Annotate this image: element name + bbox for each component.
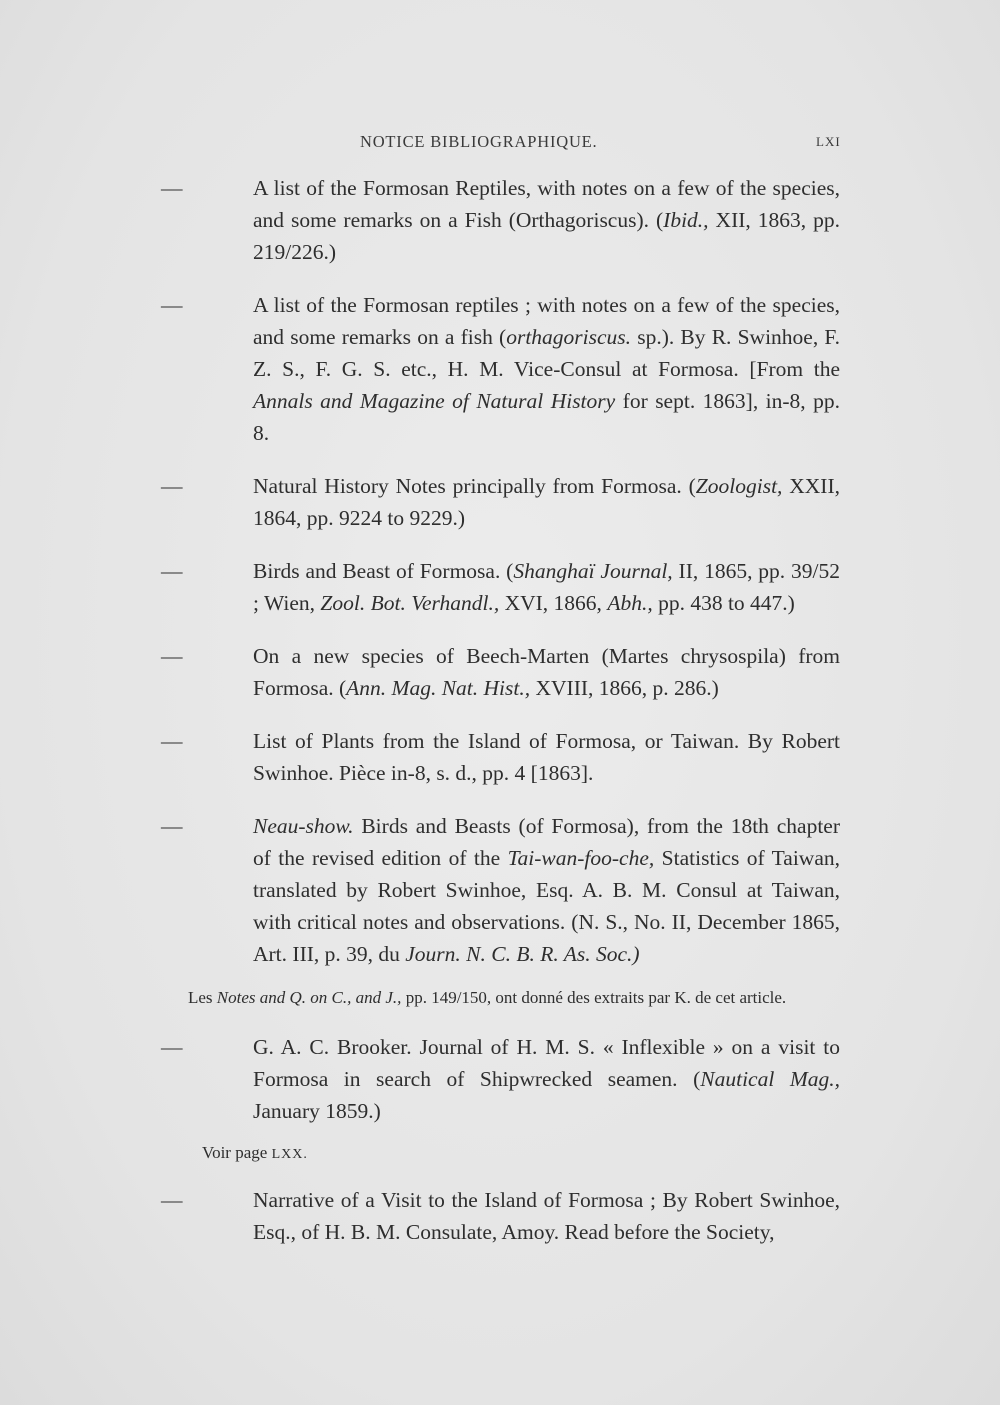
- running-title: NOTICE BIBLIOGRAPHIQUE.: [360, 132, 598, 151]
- text-run: for sept. 1863], in-8, pp. 8.: [253, 389, 840, 445]
- entry-dash: —: [161, 729, 183, 753]
- text-run: A list of the Formosan reptiles ; with notes on a few of the species, and some remarks on a fish (: [253, 293, 840, 349]
- bibliography-entry: [150, 810, 840, 970]
- bibliography-entry: [150, 289, 840, 449]
- text-run: Birds and Beast of Formosa. (: [253, 559, 514, 583]
- italic-text: orthagoriscus.: [506, 325, 632, 349]
- italic-text: Neau-show.: [253, 814, 354, 838]
- text-run: Narrative of a Visit to the Island of Formosa ; By Robert Swinhoe, Esq., of H. B. M. Consulate, Amoy. Read before the Society,: [253, 1188, 840, 1244]
- bibliography-entry: [150, 1184, 840, 1248]
- bibliography-entry: [150, 470, 840, 534]
- italic-text: Abh.,: [607, 591, 653, 615]
- note-paragraph: [150, 985, 840, 1011]
- text-run: G. A. C. Brooker. Journal of H. M. S. « Inflexible » on a visit to Formosa in search of Shipwrecked seamen. (: [253, 1035, 840, 1091]
- entry-dash: —: [161, 644, 183, 668]
- bibliography-entry: [150, 725, 840, 789]
- text-run: January 1859.): [253, 1099, 381, 1123]
- italic-text: Notes and Q. on C., and J.,: [216, 988, 402, 1007]
- entry-text: [253, 1184, 840, 1248]
- entry-text: [253, 172, 840, 268]
- text-run: List of Plants from the Island of Formosa, or Taiwan. By Robert Swinhoe. Pièce in-8, s. d., pp. 4 [1863].: [253, 729, 840, 785]
- italic-text: Ibid.,: [663, 208, 709, 232]
- see-also-page: LXX.: [271, 1147, 308, 1162]
- text-run: Statistics of Taiwan, translated by Robert Swinhoe, Esq. A. B. M. Consul at Taiwan, with critical notes and observations. (N. S., No. II, December 1865, Art. III, p. 39, du: [253, 846, 840, 966]
- entry-text: [253, 725, 840, 789]
- bibliography-entry: [150, 640, 840, 704]
- italic-text: Shanghaï Journal,: [513, 559, 673, 583]
- text-run: XII, 1863, pp. 219/226.): [253, 208, 840, 264]
- entries-group-c: [150, 1184, 840, 1248]
- italic-text: Zool. Bot. Verhandl.,: [320, 591, 500, 615]
- text-run: Natural History Notes principally from Formosa. (: [253, 474, 696, 498]
- running-head: [0, 128, 1000, 158]
- entry-text: [253, 470, 840, 534]
- entry-text: [253, 810, 840, 970]
- italic-text: Ann. Mag. Nat. Hist.,: [346, 676, 531, 700]
- entry-text: [253, 640, 840, 704]
- italic-text: Annals and Magazine of Natural History: [253, 389, 616, 413]
- text-run: XXII, 1864, pp. 9224 to 9229.): [253, 474, 840, 530]
- text-run: sp.). By R. Swinhoe, F. Z. S., F. G. S. etc., H. M. Vice-Consul at Formosa. [From the: [253, 325, 841, 381]
- text-run: XVI, 1866,: [499, 591, 608, 615]
- italic-text: Nautical Mag.,: [700, 1067, 840, 1091]
- text-run: pp. 438 to 447.): [652, 591, 795, 615]
- text-run: XVIII, 1866, p. 286.): [530, 676, 719, 700]
- bibliography-entry: [150, 172, 840, 268]
- entry-text: [253, 1031, 840, 1127]
- italic-text: Zoologist,: [695, 474, 783, 498]
- entry-text: [253, 289, 840, 449]
- text-run: Birds and Beasts (of Formosa), from the 18th chapter of the revised edition of the: [253, 814, 840, 870]
- see-also-note: [202, 1140, 840, 1168]
- italic-text: Tai-wan-foo-che,: [507, 846, 655, 870]
- see-also-prefix: Voir page: [202, 1143, 272, 1162]
- bibliography-entry: [150, 555, 840, 619]
- text-run: A list of the Formosan Reptiles, with notes on a few of the species, and some remarks on a Fish (Orthagoriscus). (: [253, 176, 840, 232]
- entry-dash: —: [161, 1035, 183, 1059]
- entry-dash: —: [161, 176, 183, 200]
- entries-group-b: [150, 1031, 840, 1127]
- bibliography-entry: [150, 1031, 840, 1127]
- bibliography-list: [150, 172, 840, 1269]
- entries-group-a: [150, 172, 840, 970]
- entry-text: [253, 555, 840, 619]
- entry-dash: —: [161, 1188, 183, 1212]
- entry-dash: —: [161, 293, 183, 317]
- text-run: II, 1865, pp. 39/52 ; Wien,: [253, 559, 841, 615]
- entry-dash: —: [161, 474, 183, 498]
- entry-dash: —: [161, 814, 183, 838]
- page-number: LXI: [816, 134, 841, 149]
- entry-dash: —: [161, 559, 183, 583]
- text-run: Les: [188, 988, 217, 1007]
- italic-text: Journ. N. C. B. R. As. Soc.): [405, 942, 640, 966]
- text-run: pp. 149/150, ont donné des extraits par K. de cet article.: [401, 988, 787, 1007]
- text-run: On a new species of Beech-Marten (Martes chrysospila) from Formosa. (: [253, 644, 840, 700]
